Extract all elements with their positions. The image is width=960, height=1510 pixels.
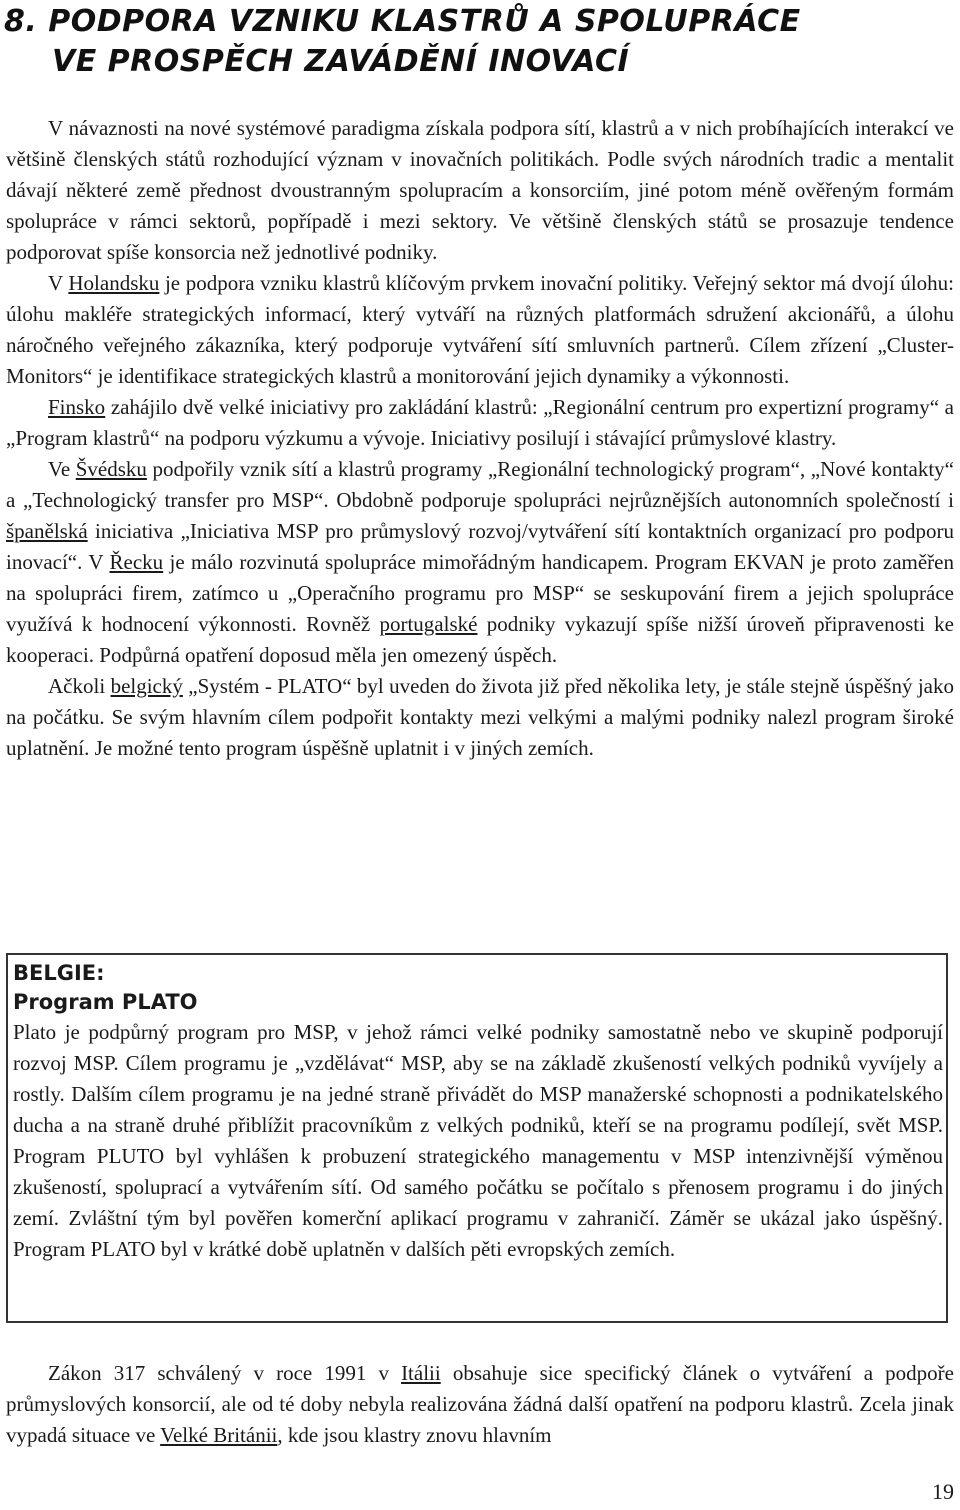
text-run: iniciativa „Iniciativa MSP pro průmyslový rozvoj/vytváření sítí kontaktních organizací pro podporu inovací“. V [6, 519, 954, 574]
paragraph-belgium [6, 671, 954, 764]
text-run: Zákon 317 schválený v roce 1991 v [48, 1361, 402, 1385]
country-link-holandsko: Holandsku [68, 271, 160, 295]
paragraph-sweden [6, 454, 954, 671]
text-run: podpořily vznik sítí a klastrů programy „Regionální technologický program“, „Nové kontakty“ a „Technologický transfer pro MSP“. Obdobně podporuje spolupráci nejrůznějších autonomních společností i [6, 457, 954, 512]
text-run: Ve [48, 457, 76, 481]
text-run: je málo rozvinutá spolupráce mimořádným handicapem. Program EKVAN je proto zaměřen na spolupráci firem, zatímco u „Operačního programu pro MSP“ se seskupování firem a jejich spolupráce využívá k hodnocení výkonnosti. Rovněž [6, 550, 954, 636]
paragraph-netherlands [6, 268, 954, 392]
chapter-number: 8. [4, 4, 38, 39]
page-number: 19 [932, 1479, 954, 1504]
country-link-finsko: Finsko [48, 395, 106, 419]
text-run: podniky vykazují spíše nižší úroveň připravenosti ke kooperaci. Podpůrná opatření doposud měla jen omezený úspěch. [6, 612, 954, 667]
paragraph-finland [6, 392, 954, 454]
chapter-heading [4, 2, 954, 82]
country-link-portugalske: portugalské [379, 612, 478, 636]
main-text [6, 113, 954, 764]
box-title-program: Program PLATO [13, 990, 198, 1014]
text-run: V [48, 271, 69, 295]
country-link-spanelska: španělská [6, 519, 88, 543]
heading-line-1 [4, 2, 954, 42]
text-run: , kde jsou klastry znovu hlavním [277, 1423, 552, 1447]
text-run: „Systém - PLATO“ byl uveden do života již před několika lety, je stále stejně úspěšný jako na počátku. Se svým hlavním cílem podpořit kontakty mezi velkými a malými podniky nalezl program široké uplatnění. Je možné tento program úspěšně uplatnit i v jiných zemích. [6, 674, 954, 760]
heading-title-line-1: PODPORA VZNIKU KLASTRŮ A SPOLUPRÁCE [48, 4, 801, 39]
heading-title-line-2: VE PROSPĚCH ZAVÁDĚNÍ INOVACÍ [52, 44, 630, 79]
text-run: zahájilo dvě velké iniciativy pro zakládání klastrů: „Regionální centrum pro expertizní programy“ a „Program klastrů“ na podporu výzkumu a vývoje. Iniciativy posilují i stávající průmyslové klastry. [6, 395, 954, 450]
country-link-italie: Itálii [401, 1361, 441, 1385]
belgie-plato-box [6, 953, 948, 1323]
country-link-velka-britanie: Velké Británii [160, 1423, 278, 1447]
box-title-country: BELGIE: [13, 961, 105, 985]
paragraph-intro: V návaznosti na nové systémové paradigma získala podpora sítí, klastrů a v nich probíhajících interakcí ve většině členských států rozhodující význam v inovačních politikách. Podle svých národních tradic a mentalit dávají některé země přednost dvoustranným spolupracím a konsorciím, jiné potom méně ověřeným formám spolupráce v rámci sektorů, popřípadě i mezi sektory. Ve většině členských států se prosazuje tendence podporovat spíše konsorcia než jednotlivé podniky. [6, 116, 954, 264]
country-link-belgicky: belgický [110, 674, 183, 698]
country-link-recko: Řecku [109, 550, 164, 574]
closing-text [6, 1358, 954, 1451]
box-text: Plato je podpůrný program pro MSP, v jehož rámci velké podniky samostatně nebo ve skupině podporují rozvoj MSP. Cílem programu je „vzdělávat“ MSP, aby se na základě zkušeností velkých podniků vyvíjely a rostly. Dalším cílem programu je na jedné straně přivádět do MSP manažerské schopnosti a podnikatelského ducha a na straně druhé přiblížit pracovníkům z velkých podniků, kteří se na programu podílejí, svět MSP. Program PLUTO byl vyhlášen k probuzení strategického managementu v MSP intenzivnější výměnou zkušeností, spoluprací a vytvářením sítí. Od samého počátku se počítalo s přenosem programu i do jiných zemí. Zvláštní tým byl pověřen komerční aplikací programu v zahraničí. Záměr se ukázal jako úspěšný. Program PLATO byl v krátké době uplatněn v dalších pěti evropských zemích. [13, 1020, 943, 1261]
text-run: obsahuje sice specifický článek o vytváření a podpoře průmyslových konsorcií, ale od té doby nebyla realizována žádná další opatření na podporu klastrů. Zcela jinak vypadá situace ve [6, 1361, 954, 1447]
text-run: je podpora vzniku klastrů klíčovým prvkem inovační politiky. Veřejný sektor má dvojí úlohu: úlohu makléře strategických informací, který vytváří na různých platformách sdružení akcionářů, a úlohu náročného veřejného zákazníka, který podporuje vytváření sítí smluvních partnerů. Cílem zřízení „Cluster-Monitors“ je identifikace strategických klastrů a monitorování jejich dynamiky a výkonnosti. [6, 271, 954, 388]
text-run: Ačkoli [48, 674, 111, 698]
paragraph-italy-uk [6, 1358, 954, 1451]
country-link-svedsko: Švédsku [75, 457, 147, 481]
